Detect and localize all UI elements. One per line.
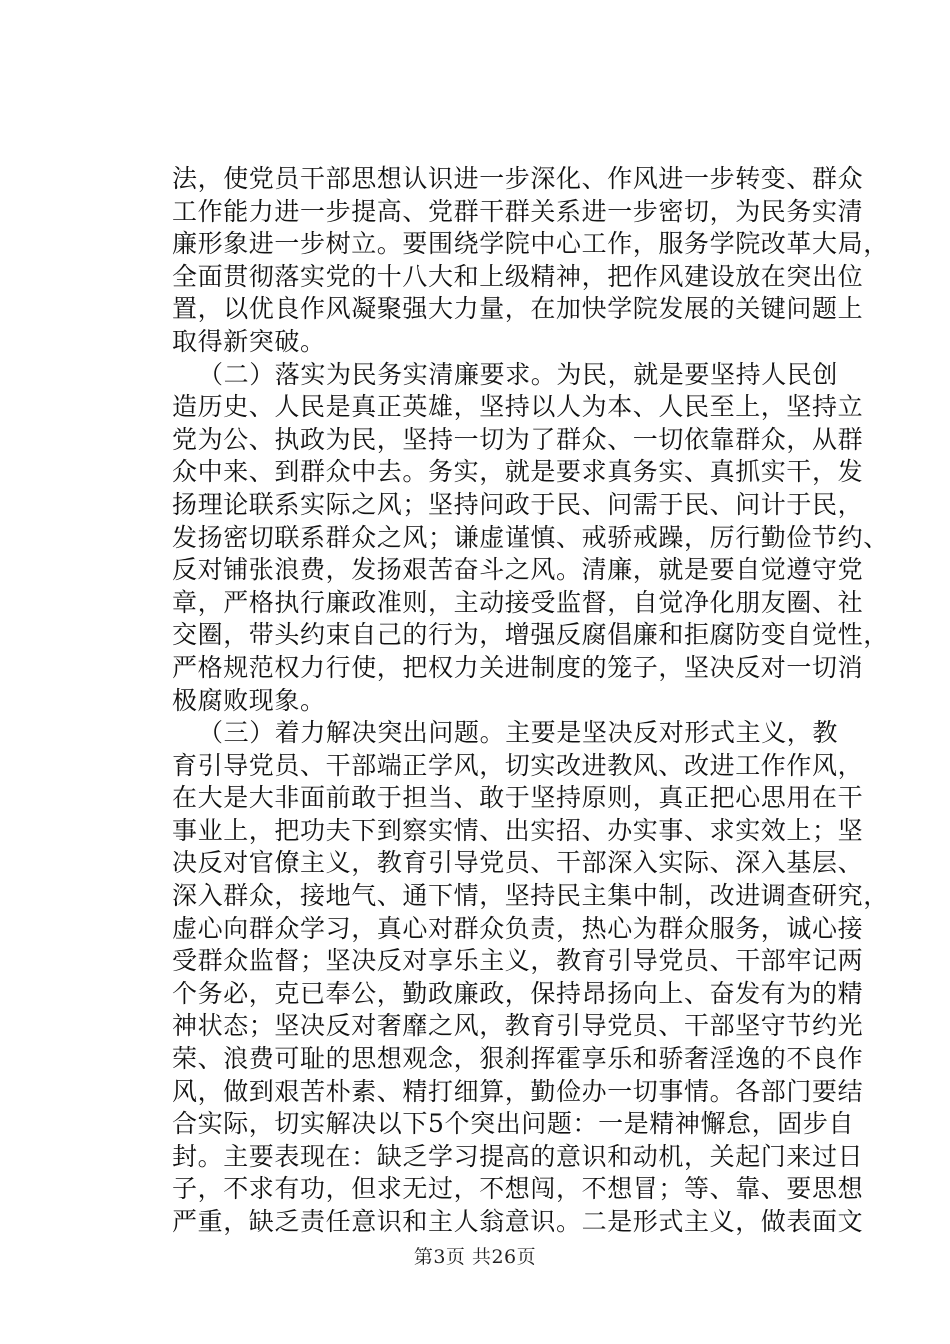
text-line: 章，严格执行廉政准则，主动接受监督，自觉净化朋友圈、社 [172,587,864,617]
text-line: 众中来、到群众中去。务实，就是要求真务实、真抓实干，发 [172,457,864,487]
text-line: 风，做到艰苦朴素、精打细算，勤俭办一切事情。各部门要结 [172,1076,864,1106]
text-line: 发扬密切联系群众之风；谦虚谨慎、戒骄戒躁，厉行勤俭节约、 [172,522,889,552]
text-line: 严格规范权力行使，把权力关进制度的笼子，坚决反对一切消 [172,652,864,682]
text-line: 神状态；坚决反对奢靡之风，教育引导党员、干部坚守节约光 [172,1011,864,1041]
text-line: 合实际，切实解决以下5个突出问题：一是精神懈怠，固步自 [172,1109,855,1139]
section-heading-line: （二）落实为民务实清廉要求。为民，就是要坚持人民创 [198,359,839,389]
text-line: 取得新突破。 [172,326,326,356]
text-line: 置，以优良作风凝聚强大力量，在加快学院发展的关键问题上 [172,294,864,324]
text-line: 廉形象进一步树立。要围绕学院中心工作，服务学院改革大局， [172,229,889,259]
text-line: 在大是大非面前敢于担当、敢于坚持原则，真正把心思用在干 [172,783,864,813]
text-line: 法，使党员干部思想认识进一步深化、作风进一步转变、群众 [172,164,864,193]
text-line: 荣、浪费可耻的思想观念，狠刹挥霍享乐和骄奢淫逸的不良作 [172,1044,864,1074]
text-line: 反对铺张浪费，发扬艰苦奋斗之风。清廉，就是要自觉遵守党 [172,555,864,585]
text-line: 严重，缺乏责任意识和主人翁意识。二是形式主义，做表面文 [172,1207,864,1236]
text-line: 交圈，带头约束自己的行为，增强反腐倡廉和拒腐防变自觉性， [172,620,889,650]
text-line: 党为公、执政为民，坚持一切为了群众、一切依靠群众，从群 [172,424,864,454]
text-line: 工作能力进一步提高、党群干群关系进一步密切，为民务实清 [172,196,864,226]
text-line: 造历史、人民是真正英雄，坚持以人为本、人民至上，坚持立 [172,392,864,422]
text-line: 个务必，克已奉公，勤政廉政，保持昂扬向上、奋发有为的精 [172,978,864,1008]
text-line: 决反对官僚主义，教育引导党员、干部深入实际、深入基层、 [172,848,864,878]
text-line: 全面贯彻落实党的十八大和上级精神，把作风建设放在突出位 [172,261,864,291]
text-line: 虚心向群众学习，真心对群众负责，热心为群众服务，诚心接 [172,913,864,943]
text-line: 扬理论联系实际之风；坚持问政于民、问需于民、问计于民， [172,489,864,519]
text-line: 事业上，把功夫下到察实情、出实招、办实事、求实效上；坚 [172,815,864,845]
body-text [172,163,889,1239]
text-line: 子，不求有功，但求无过，不想闯，不想冒；等、靠、要思想 [172,1174,864,1204]
text-line: 育引导党员、干部端正学风，切实改进教风、改进工作作风， [172,750,864,780]
section-heading-line: （三）着力解决突出问题。主要是坚决反对形式主义，教 [198,718,839,748]
page-number-footer: 第3页 共26页 [413,1246,537,1268]
text-line: 受群众监督；坚决反对享乐主义，教育引导党员、干部牢记两 [172,946,864,976]
text-line: 深入群众，接地气、通下情，坚持民主集中制，改进调查研究， [172,881,889,911]
text-line: 封。主要表现在：缺乏学习提高的意识和动机，关起门来过日 [172,1141,864,1171]
text-line: 极腐败现象。 [172,685,326,715]
